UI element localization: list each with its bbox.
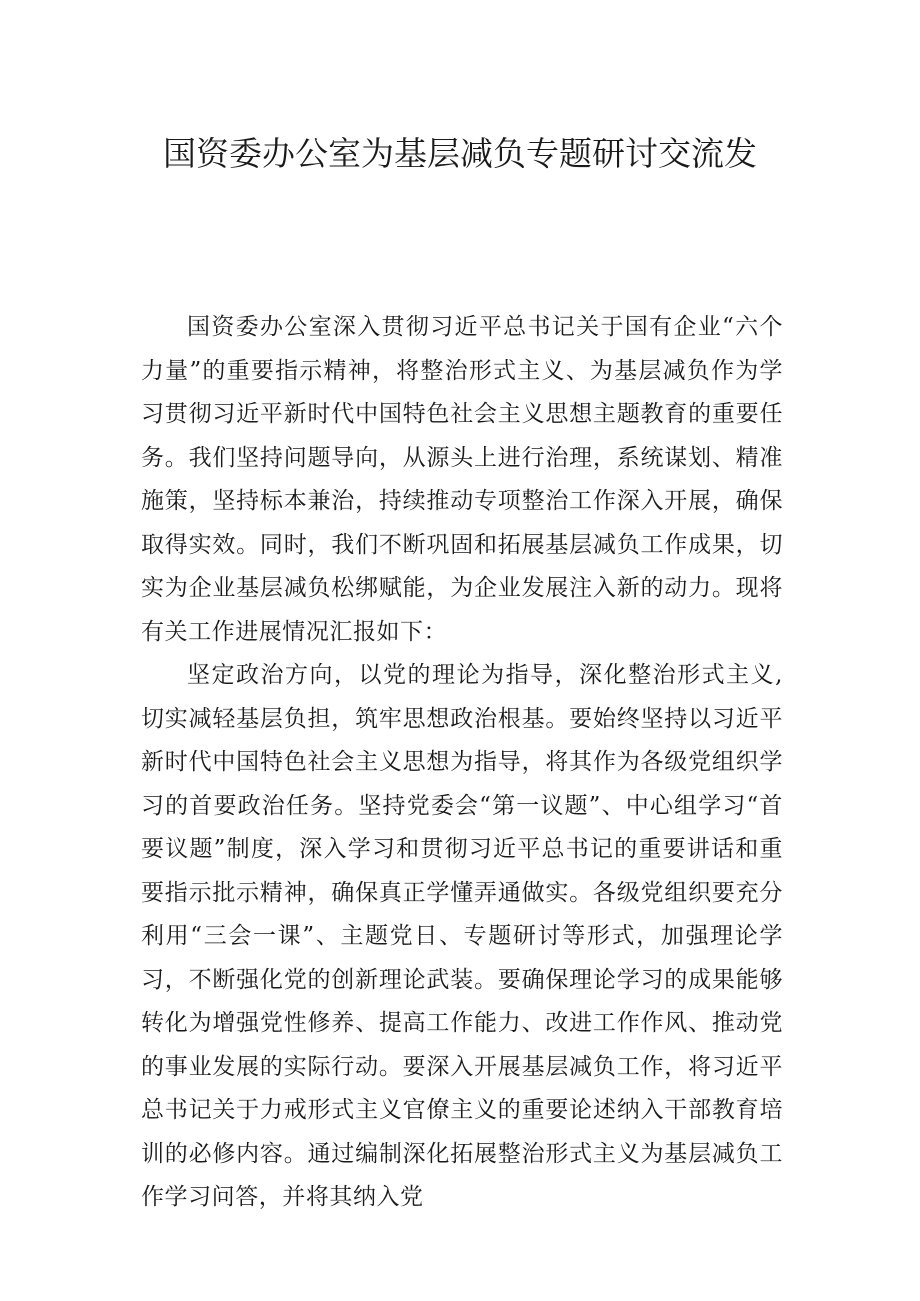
document-body bbox=[141, 306, 783, 1220]
document-title: 国资委办公室为基层减负专题研讨交流发 bbox=[163, 134, 757, 173]
paragraph-political-direction: 坚定政治方向，以党的理论为指导，深化整治形式主义,切实减轻基层负担，筑牢思想政治根基。要始终坚持以习近平新时代中国特色社会主义思想为指导，将其作为各级党组织学习的首要政治任务。坚持党委会“第一议题”、中心组学习“首要议题”制度，深入学习和贯彻习近平总书记的重要讲话和重要指示批示精神，确保真正学懂弄通做实。各级党组织要充分利用“三会一课”、主题党日、专题研讨等形式，加强理论学习，不断强化党的创新理论武装。要确保理论学习的成果能够转化为增强党性修养、提高工作能力、改进工作作风、推动党的事业发展的实际行动。要深入开展基层减负工作，将习近平总书记关于力戒形式主义官僚主义的重要论述纳入干部教育培训的必修内容。通过编制深化拓展整治形式主义为基层减负工作学习问答，并将其纳入党 bbox=[141, 662, 783, 1210]
paragraph-intro: 国资委办公室深入贯彻习近平总书记关于国有企业“六个力量”的重要指示精神，将整治形式主义、为基层减负作为学习贯彻习近平新时代中国特色社会主义思想主题教育的重要任务。我们坚持问题导向，从源头上进行治理，系统谋划、精准施策，坚持标本兼治，持续推动专项整治工作深入开展，确保取得实效。同时，我们不断巩固和拓展基层减负工作成果，切实为企业基层减负松绑赋能，为企业发展注入新的动力。现将有关工作进展情况汇报如下： bbox=[141, 314, 783, 645]
